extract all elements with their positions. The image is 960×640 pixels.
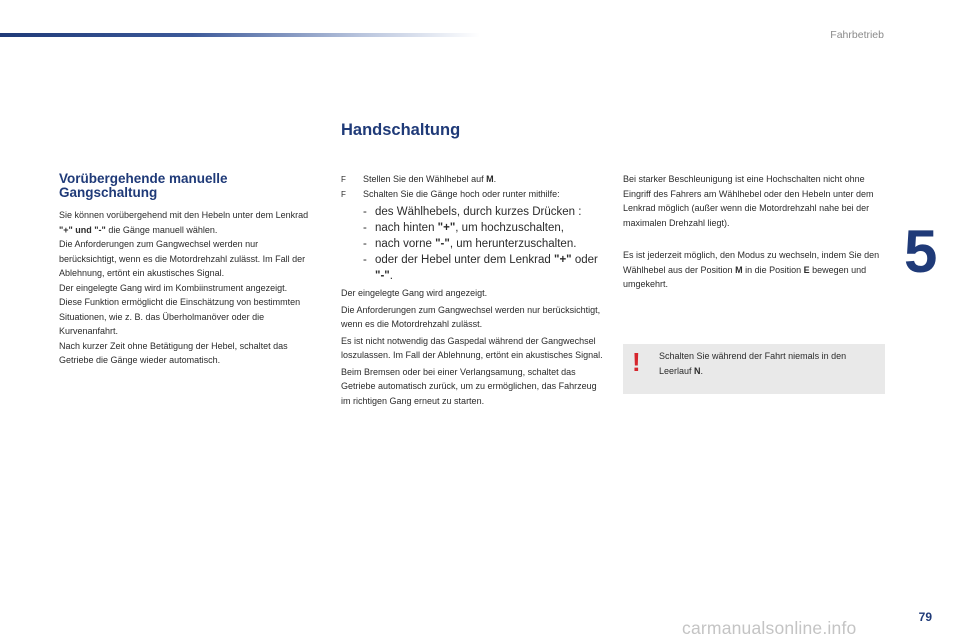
- paragraph: Der eingelegte Gang wird im Kombiinstrument angezeigt.: [59, 282, 288, 293]
- warning-text: Schalten Sie während der Fahrt niemals in den Leerlauf N.: [659, 351, 847, 376]
- page-number: 79: [918, 610, 932, 624]
- watermark: carmanualsonline.info: [682, 618, 857, 638]
- paragraph: Die Anforderungen zum Gangwechsel werden nur berücksichtigt, wenn es die Motordrehzahl zulässt. Im Fall der Ablehnung, ertönt ein akustisches Signal.: [59, 239, 306, 278]
- paragraph: Beim Bremsen oder bei einer Verlangsamung, schaltet das Getriebe automatisch zurück, um zu ermöglichen, das Fahrzeug im richtigen Gang erneut zu starten.: [341, 366, 597, 406]
- paragraph: Die Anforderungen zum Gangwechsel werden nur berücksichtigt, wenn es die Motordrehzahl zulässt.: [341, 304, 601, 329]
- paragraph: Diese Funktion ermöglicht die Einschätzung von bestimmten Situationen, wie z. B. das Überholmanöver oder die Kurvenanfahrt.: [59, 297, 301, 336]
- page-title: Handschaltung: [341, 121, 461, 139]
- bullet-item: F Stellen Sie den Wählhebel auf M.: [341, 172, 606, 187]
- paragraph: Der eingelegte Gang wird angezeigt.: [341, 288, 488, 298]
- bullet-mark: F: [341, 190, 346, 199]
- column-right: [623, 172, 881, 292]
- paragraph: Bei starker Beschleunigung ist eine Hochschalten nicht ohne Eingriff des Fahrers am Wählhebel oder den Hebeln unter dem Lenkrad möglich (außer wenn die Motordrehzahl nahe bei der maximalen Drehzahl liegt).: [623, 174, 874, 228]
- column-middle: [341, 172, 606, 408]
- dash-item: - des Wählhebels, durch kurzes Drücken :: [363, 206, 582, 218]
- dash-item: - oder der Hebel unter dem Lenkrad "+" oder "-".: [363, 254, 598, 282]
- dash-item: - nach hinten "+", um hochzuschalten,: [363, 222, 564, 234]
- warning-box: [623, 344, 885, 394]
- header-accent-bar: [0, 33, 480, 37]
- dash-list: [363, 204, 606, 284]
- warning-icon: !: [632, 347, 641, 377]
- paragraph: Es ist jederzeit möglich, den Modus zu wechseln, indem Sie den Wählhebel aus der Position M in die Position E bewegen und umgekehrt.: [623, 250, 880, 289]
- column-left: [59, 172, 317, 368]
- section-title: Vorübergehende manuelle Gangschaltung: [59, 171, 228, 200]
- paragraph: Es ist nicht notwendig das Gaspedal während der Gangwechsel loszulassen. Im Fall der Ablehnung, ertönt ein akustisches Signal.: [341, 335, 603, 360]
- chapter-number: 5: [904, 218, 938, 285]
- bullet-mark: F: [341, 175, 346, 184]
- dash-item: - nach vorne "-", um herunterzuschalten.: [363, 238, 577, 250]
- paragraph: Nach kurzer Zeit ohne Betätigung der Hebel, schaltet das Getriebe die Gänge wieder automatisch.: [59, 340, 288, 365]
- chapter-name: Fahrbetrieb: [830, 29, 884, 41]
- paragraph: Sie können vorübergehend mit den Hebeln unter dem Lenkrad "+" und "-" die Gänge manuell wählen.: [59, 210, 309, 235]
- bullet-item: F Schalten Sie die Gänge hoch oder runter mithilfe:: [341, 187, 606, 202]
